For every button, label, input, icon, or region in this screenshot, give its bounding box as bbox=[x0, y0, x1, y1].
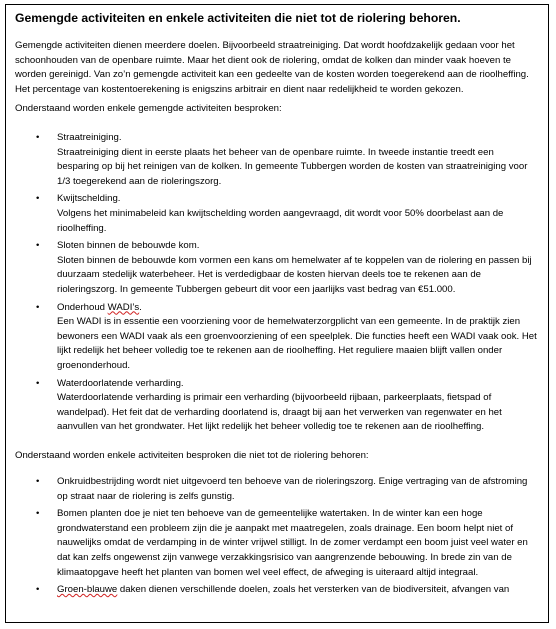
list-item-straatreiniging bbox=[6, 131, 537, 189]
list-item-heading: Waterdoorlatende verharding. bbox=[57, 377, 184, 389]
intro-paragraph: Gemengde activiteiten dienen meerdere doelen. Bijvoorbeeld straatreiniging. Dat wordt hoofdzakelijk gedaan voor het schoonhouden van de openbare ruimte. Maar het dient ook de riolering, omdat de kolken dan minder vaak hoeven te worden gereinigd. Van zo’n gemengde activiteit kan een gedeelte van de kosten worden toegerekend aan de rioolheffing. Het percentage van kostentoerekening is enigszins arbitrair en dient naar redelijkheid te worden gekozen. bbox=[15, 40, 529, 95]
bullet-icon: • bbox=[36, 508, 40, 520]
list-item-heading: Straatreiniging. bbox=[57, 132, 122, 143]
list-item-wadi bbox=[6, 301, 537, 374]
list-item-text: Volgens het minimabeleid kan kwijtschelding worden aangevraagd, dit wordt voor 50% doorbelast aan de rioolheffing. bbox=[57, 207, 504, 234]
list-item-text: Onkruidbestrijding wordt niet uitgevoerd ten behoeve van de rioleringszorg. Enige vertraging van de afstroming op straat naar de riolering is zelfs gunstig. bbox=[57, 476, 528, 502]
list-item-heading bbox=[57, 301, 537, 316]
list-item-text: Straatreiniging dient in eerste plaats het beheer van de openbare ruimte. In tweede instantie treedt een besparing op bij het reinigen van de kolken. In gemeente Tubbergen worden de kosten van straatreiniging voor 1/3 toegerekend aan de rioleringszorg. bbox=[57, 146, 528, 187]
list-item-text-rest: daken dienen verschillende doelen, zoals het versterken van de biodiversiteit, afvangen van bbox=[117, 584, 510, 596]
spellcheck-marked-word: Groen-blauwe bbox=[57, 584, 118, 596]
list-item-groen-blauwe-daken bbox=[6, 583, 537, 598]
heading-prefix: Onderhoud bbox=[57, 301, 108, 313]
bullet-icon: • bbox=[36, 301, 40, 313]
bullet-icon: • bbox=[36, 476, 40, 487]
heading-suffix: . bbox=[139, 301, 142, 313]
list-item-bomen-planten bbox=[6, 507, 537, 580]
bullet-icon: • bbox=[36, 193, 40, 205]
list-item-heading: Kwijtschelding. bbox=[57, 193, 121, 205]
list-item-text: Waterdoorlatende verharding is primair een verharding (bijvoorbeeld rijbaan, parkeerplaats, fietspad of wandelpad). Het feit dat de verharding doorlatend is, draagt bij aan het verwerken van regenwater en het aanvullen van het grondwater. Het lijkt redelijk het beheer volledig toe te rekenen aan de rioolheffing. bbox=[57, 392, 502, 433]
list-item-kwijtschelding bbox=[6, 192, 537, 236]
list-item-waterdoorlatende-verharding bbox=[6, 377, 537, 435]
bullet-icon: • bbox=[36, 584, 40, 596]
non-sewer-activities-list bbox=[6, 475, 549, 601]
list-item-text: Een WADI is in essentie een voorziening voor de hemelwaterzorgplicht van een gemeente. In de praktijk zien bewoners een WADI vaak als een groenvoorziening of een speelplek. Die functies heeft een WADI vaak ook. Het lijkt redelijk het beheer volledig toe te rekenen aan de rioolheffing. Het reguliere maaien blijft vallen onder groenonderhoud. bbox=[57, 316, 537, 371]
document-title: Gemengde activiteiten en enkele activiteiten die niet tot de riolering behoren. bbox=[15, 11, 461, 25]
bullet-icon: • bbox=[36, 240, 40, 252]
document-page bbox=[5, 4, 549, 623]
list-item-text: Sloten binnen de bebouwde kom vormen een kans om hemelwater af te koppelen van de riolering en passen bij duurzaam stedelijk waterbeheer. Het is verdedigbaar de kosten hiervan deels toe te rekenen aan de rioleringszorg. In gemeente Tubbergen gebeurt dit voor een jaarlijks vast bedrag van €51.000. bbox=[57, 254, 532, 295]
list-item-sloten bbox=[6, 239, 537, 297]
mixed-activities-list bbox=[6, 131, 549, 438]
list-item-onkruidbestrijding bbox=[6, 475, 537, 504]
bullet-icon: • bbox=[36, 132, 40, 143]
bullet-icon: • bbox=[36, 377, 40, 389]
non-sewer-activities-heading: Onderstaand worden enkele activiteiten besproken die niet tot de riolering behoren: bbox=[15, 450, 369, 461]
list-item-text: Bomen planten doe je niet ten behoeve van de gemeentelijke watertaken. In de winter kan een hoge grondwaterstand een probleem zijn die je aanpakt met maatregelen, zoals drainage. Een boom helpt niet of nauwelijks omdat de verdamping in de winter vrijwel stilligt. In de zomer verdampt een boom juist veel water en dat kan zelfs ongewenst zijn vanwege verzakkingsrisico van aangrenzende bebouwing. In brede zin van de klimaatopgave heeft het planten van bomen wel veel effect, de afweging is uiteraard altijd integraal. bbox=[57, 508, 528, 578]
mixed-activities-heading: Onderstaand worden enkele gemengde activiteiten besproken: bbox=[15, 103, 282, 114]
list-item-text bbox=[57, 583, 537, 598]
spellcheck-marked-word: WADI’s bbox=[107, 301, 140, 313]
list-item-heading: Sloten binnen de bebouwde kom. bbox=[57, 240, 200, 252]
